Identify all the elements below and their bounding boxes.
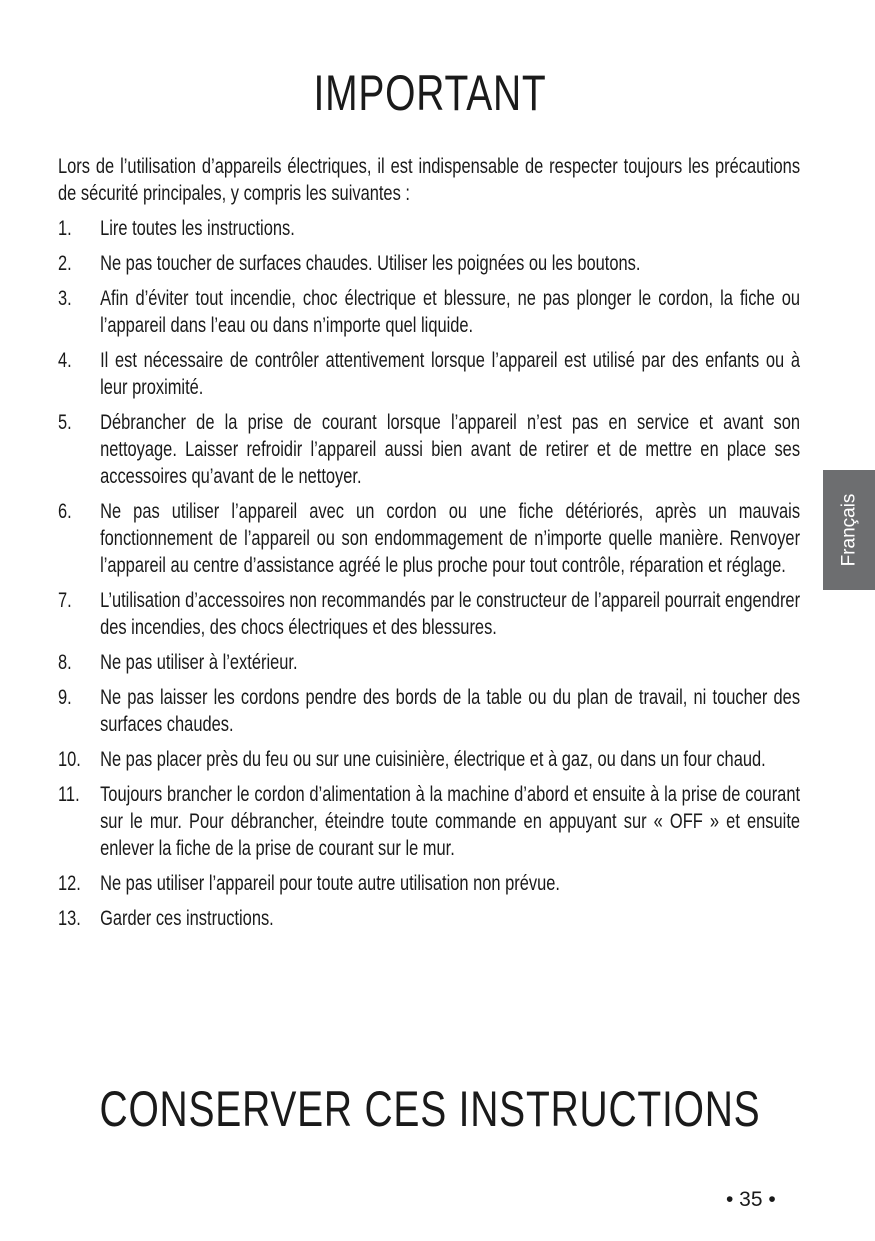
list-item bbox=[58, 409, 800, 490]
list-item-number: 2. bbox=[58, 251, 72, 275]
safety-instructions-list bbox=[58, 215, 800, 932]
language-tab bbox=[823, 470, 875, 590]
list-item bbox=[58, 250, 800, 277]
list-item bbox=[58, 498, 800, 579]
page-number: • 35 • bbox=[726, 1188, 776, 1211]
list-item-number: 1. bbox=[58, 216, 72, 240]
list-item-number: 13. bbox=[58, 906, 81, 930]
intro-paragraph: Lors de l’utilisation d’appareils électriques, il est indispensable de respecter toujours les précautions de sécurité principales, y compris les suivantes : bbox=[58, 154, 801, 205]
list-item-text: Afin d’éviter tout incendie, choc électrique et blessure, ne pas plonger le cordon, la fiche ou l’appareil dans l’eau ou dans n’importe quel liquide. bbox=[100, 286, 801, 337]
list-item-number: 12. bbox=[58, 871, 81, 895]
list-item-number: 8. bbox=[58, 650, 72, 674]
list-item-text: Il est nécessaire de contrôler attentivement lorsque l’appareil est utilisé par des enfants ou à leur proximité. bbox=[100, 348, 801, 399]
list-item bbox=[58, 746, 800, 773]
list-item-number: 5. bbox=[58, 410, 72, 434]
list-item bbox=[58, 347, 800, 401]
list-item-text: Ne pas utiliser à l’extérieur. bbox=[100, 650, 298, 674]
list-item-text: Ne pas toucher de surfaces chaudes. Utiliser les poignées ou les boutons. bbox=[100, 251, 641, 275]
list-item-text: Lire toutes les instructions. bbox=[100, 216, 295, 240]
list-item bbox=[58, 285, 800, 339]
list-item bbox=[58, 215, 800, 242]
list-item bbox=[58, 587, 800, 641]
list-item-number: 7. bbox=[58, 588, 72, 612]
footer-title: CONSERVER CES INSTRUCTIONS bbox=[99, 1081, 761, 1137]
list-item-text: Ne pas laisser les cordons pendre des bords de la table ou du plan de travail, ni toucher des surfaces chaudes. bbox=[100, 685, 801, 736]
safety-content bbox=[58, 153, 800, 940]
list-item bbox=[58, 649, 800, 676]
list-item-text: Ne pas placer près du feu ou sur une cuisinière, électrique et à gaz, ou dans un four chaud. bbox=[100, 747, 766, 771]
list-item-number: 4. bbox=[58, 348, 72, 372]
list-item-text: L’utilisation d’accessoires non recommandés par le constructeur de l’appareil pourrait engendrer des incendies, des chocs électriques et des blessures. bbox=[100, 588, 801, 639]
list-item-text: Débrancher de la prise de courant lorsque l’appareil n’est pas en service et avant son nettoyage. Laisser refroidir l’appareil aussi bien avant de retirer et de mettre en place ses accessoires qu’avant de le nettoyer. bbox=[100, 410, 801, 488]
list-item-number: 10. bbox=[58, 747, 81, 771]
list-item bbox=[58, 684, 800, 738]
list-item-number: 9. bbox=[58, 685, 72, 709]
list-item-text: Garder ces instructions. bbox=[100, 906, 274, 930]
list-item bbox=[58, 781, 800, 862]
list-item-text: Ne pas utiliser l’appareil avec un cordon ou une fiche détériorés, après un mauvais fonctionnement de l’appareil ou son endommagement de n’importe quelle manière. Renvoyer l’appareil au centre d’assistance agréé le plus proche pour tout contrôle, réparation et réglage. bbox=[100, 499, 801, 577]
list-item-number: 3. bbox=[58, 286, 72, 310]
list-item bbox=[58, 870, 800, 897]
page-title: IMPORTANT bbox=[313, 65, 547, 121]
list-item-number: 6. bbox=[58, 499, 72, 523]
list-item bbox=[58, 905, 800, 932]
list-item-number: 11. bbox=[58, 782, 80, 806]
language-tab-label: Français bbox=[838, 493, 860, 567]
list-item-text: Toujours brancher le cordon d’alimentation à la machine d’abord et ensuite à la prise de courant sur le mur. Pour débrancher, éteindre toute commande en appuyant sur « OFF » et ensuite enlever la fiche de la prise de courant sur le mur. bbox=[100, 782, 801, 860]
list-item-text: Ne pas utiliser l’appareil pour toute autre utilisation non prévue. bbox=[100, 871, 560, 895]
